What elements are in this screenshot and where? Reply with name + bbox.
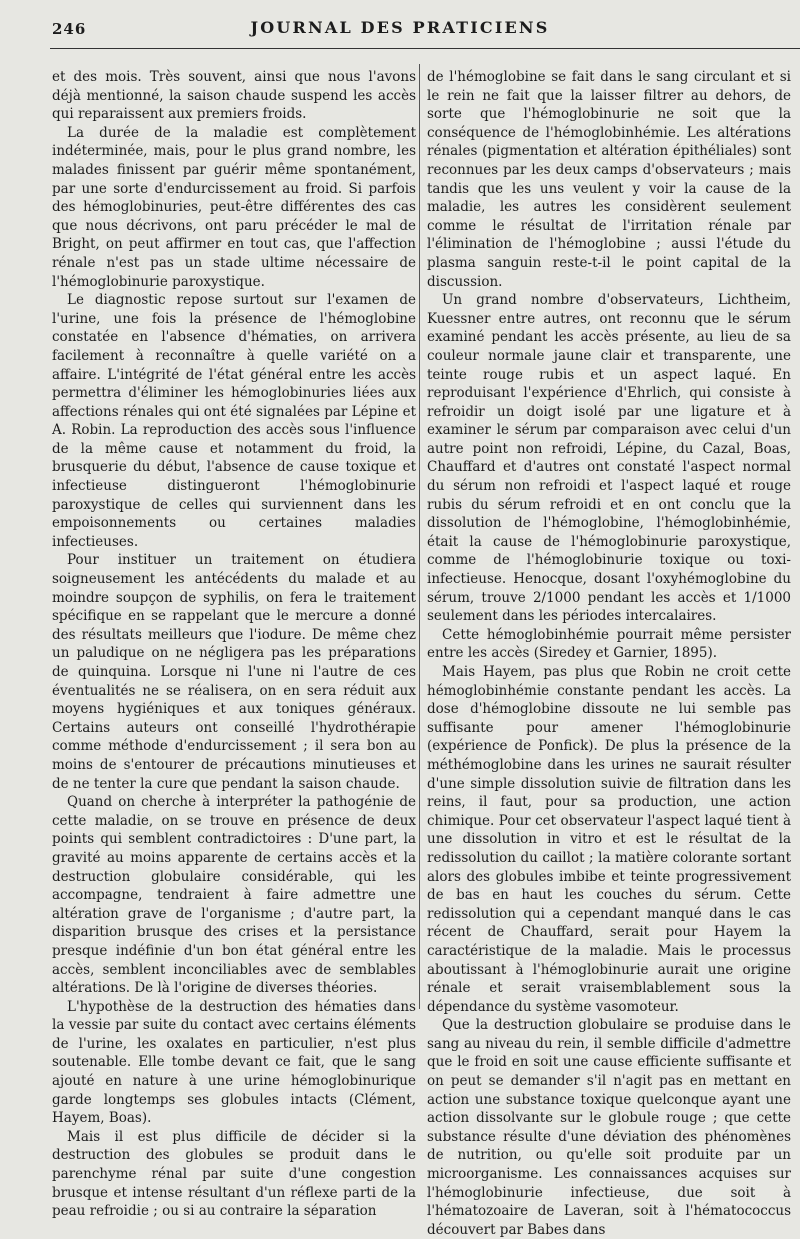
- paragraph: Le diagnostic repose surtout sur l'examen de l'urine, une fois la présence de l'hémoglobine constatée en l'absence d'hématies, on arrivera facilement à reconnaître à quelle variété on a affaire. L'intégrité de l'état général entre les accès permettra d'éliminer les hémoglobinuries liées aux affections rénales qui ont été signalées par Lépine et A. Robin. La reproduction des accès sous l'influence de la même cause et notamment du froid, la brusquerie du début, l'absence de cause toxique et infectieuse distingueront l'hémoglobinurie paroxystique de celles qui surviennent dans les empoisonnements ou certaines maladies infectieuses.: [52, 292, 416, 550]
- page-header: [0, 14, 800, 44]
- header-rule: [50, 48, 800, 49]
- paragraph: Un grand nombre d'observateurs, Lichtheim, Kuessner entre autres, ont reconnu que le sérum examiné pendant les accès présente, au lieu de sa couleur normale jaune clair et transparente, une teinte rouge rubis et un aspect laqué. En reproduisant l'expérience d'Ehrlich, qui consiste à refroidir un doigt isolé par une ligature et à examiner le sérum par comparaison avec celui d'un autre point non refroidi, Lépine, du Cazal, Boas, Chauffard et d'autres ont constaté l'aspect normal du sérum non refroidi et l'aspect laqué et rouge rubis du sérum refroidi et en ont conclu que la dissolution de l'hémoglobine, l'hémoglobinhémie, était la cause de l'hémoglobinurie paroxystique, comme de l'hémoglobinurie toxique ou toxi-infectieuse. Henocque, dosant l'oxyhémoglobine du sérum, trouve 2/1000 pendant les accès et 1/1000 seulement dans les périodes intercalaires.: [427, 292, 791, 625]
- paragraph: L'hypothèse de la destruction des hématies dans la vessie par suite du contact avec certains éléments de l'urine, les oxalates en particulier, n'est plus soutenable. Elle tombe devant ce fait, que le sang ajouté en nature à une urine hémoglobinurique garde longtemps ses globules intacts (Clément, Hayem, Boas).: [52, 998, 416, 1127]
- running-title: JOURNAL DES PRATICIENS: [250, 18, 550, 37]
- paragraph: Cette hémoglobinhémie pourrait même persister entre les accès (Siredey et Garnier, 1895).: [427, 626, 791, 662]
- paragraph: Mais Hayem, pas plus que Robin ne croit cette hémoglobinhémie constante pendant les accès. La dose d'hémoglobine dissoute ne lui semble pas suffisante pour amener l'hémoglobinurie (expérience de Ponfick). De plus la présence de la méthémoglobine dans les urines ne saurait résulter d'une simple dissolution suivie de filtration dans les reins, il faut, pour sa production, une action chimique. Pour cet observateur l'aspect laqué tient à une dissolution in vitro et est le résultat de la redissolution du caillot ; la matière colorante sortant alors des globules imbibe et teinte progressivement de bas en haut les couches du sérum. Cette redissolution qui a cependant manqué dans le cas récent de Chauffard, serait pour Hayem la caractéristique de la maladie. Mais le processus aboutissant à l'hémoglobinurie aurait une origine rénale et serait vraisemblablement sous la dépendance du système vasomoteur.: [427, 664, 791, 1015]
- page-number: 246: [52, 20, 87, 38]
- paragraph: Mais il est plus difficile de décider si la destruction des globules se produit dans le parenchyme rénal par suite d'une congestion brusque et intense résultant d'un réflexe parti de la peau refroidie ; ou si au contraire la séparation: [52, 1128, 416, 1220]
- paragraph: de l'hémoglobine se fait dans le sang circulant et si le rein ne fait que la laisser filtrer au dehors, de sorte que l'hémoglobinurie ne soit que la conséquence de l'hémoglobinhémie. Les altérations rénales (pigmentation et altération épithéliales) sont reconnues par les deux camps d'observateurs ; mais tandis que les uns veulent y voir la cause de la maladie, les autres les considèrent seulement comme le résultat de l'irritation rénale par l'élimination de l'hémoglobine ; aussi l'étude du plasma sanguin reste-t-il le point capital de la discussion.: [427, 69, 791, 290]
- paragraph: Pour instituer un traitement on étudiera soigneusement les antécédents du malade et au moindre soupçon de syphilis, on fera le traitement spécifique en se rappelant que le mercure a donné des résultats meilleurs que l'iodure. De même chez un paludique on ne négligera pas les préparations de quinquina. Lorsque ni l'une ni l'autre de ces éventualités ne se réalisera, on en sera réduit aux moyens hygiéniques et aux toniques généraux. Certains auteurs ont conseillé l'hydrothérapie comme méthode d'endurcissement ; il sera bon au moins de s'entourer de précautions minutieuses et de ne tenter la cure que pendant la saison chaude.: [52, 552, 416, 792]
- paragraph: La durée de la maladie est complètement indéterminée, mais, pour le plus grand nombre, les malades finissent par guérir même spontanément, par une sorte d'endurcissement au froid. Si parfois des hémoglobinuries, peut-être différentes des cas que nous décrivons, ont paru précéder le mal de Bright, on peut affirmer en tout cas, que l'affection rénale n'est pas un stade ultime nécessaire de l'hémoglobinurie paroxystique.: [52, 124, 416, 290]
- paragraph: et des mois. Très souvent, ainsi que nous l'avons déjà mentionné, la saison chaude suspend les accès qui reparaissent aux premiers froids.: [52, 69, 416, 123]
- right-column: [427, 68, 791, 1239]
- paragraph: Quand on cherche à interpréter la pathogénie de cette maladie, on se trouve en présence de deux points qui semblent contradictoires : D'une part, la gravité au moins apparente de certains accès et la destruction globulaire considérable, qui les accompagne, tendraient à faire admettre une altération grave de l'organisme ; d'autre part, la disparition brusque des crises et la persistance presque indéfinie d'un bon état général entre les accès, semblent inconciliables avec de semblables altérations. De là l'origine de diverses théories.: [52, 794, 416, 997]
- column-divider: [419, 64, 420, 1009]
- paragraph: Que la destruction globulaire se produise dans le sang au niveau du rein, il semble difficile d'admettre que le froid en soit une cause efficiente suffisante et on peut se demander s'il n'agit pas en mettant en action une substance toxique quelconque ayant une action dissolvante sur le globule rouge ; que cette substance résulte d'une déviation des phénomènes de nutrition, ou qu'elle soit produite par un microorganisme. Les connaissances acquises sur l'hémoglobinurie infectieuse, due soit à l'hématozoaire de Laveran, soit à l'hématococcus découvert par Babes dans: [427, 1017, 791, 1238]
